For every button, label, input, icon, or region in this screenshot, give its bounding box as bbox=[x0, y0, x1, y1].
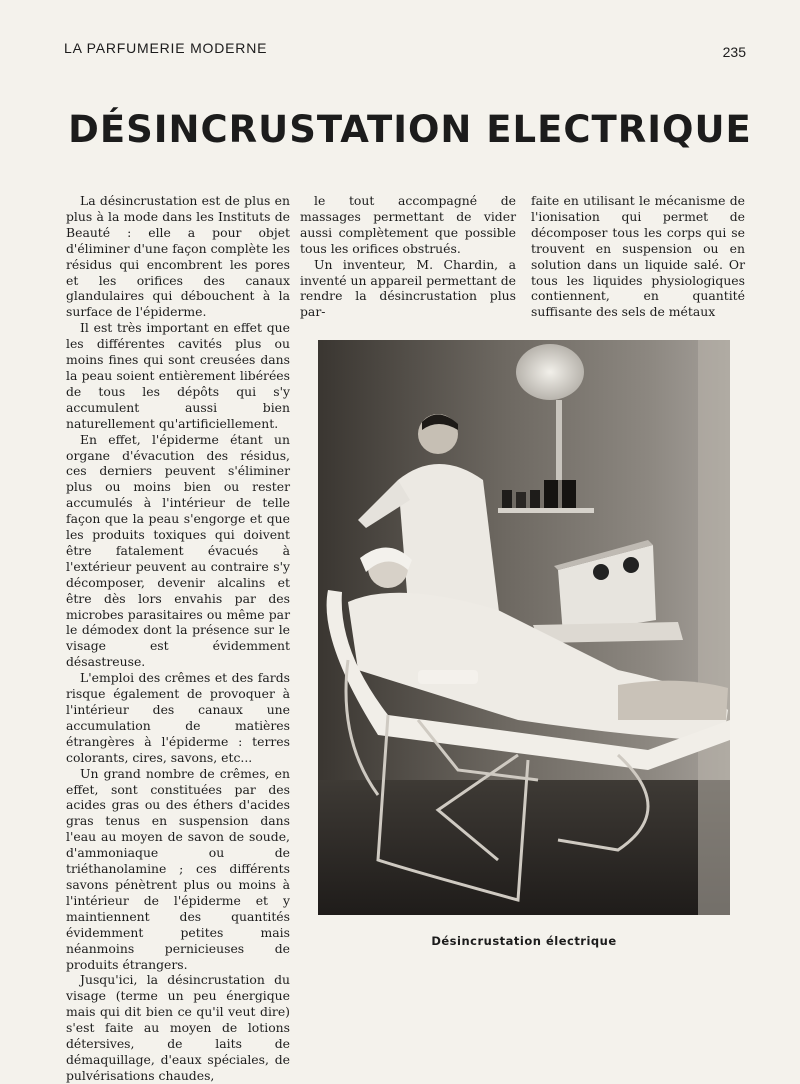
paragraph: Jusqu'ici, la désincrustation du visage (terme un peu énergique mais qui dit bien ce qu'il veut dire) s'est faite au moyen de lotions détersives, de laits de démaquillage, d'eaux spéciales, de pulvérisations chaudes, bbox=[66, 972, 290, 1083]
photo-caption: Désincrustation électrique bbox=[431, 934, 617, 948]
article-title: DÉSINCRUSTATION ELECTRIQUE bbox=[68, 108, 752, 151]
paragraph: L'emploi des crêmes et des fards risque également de provoquer à l'intérieur des canaux une accumulation de matières étrangères à l'épiderme : terres colorants, cires, savons, etc... bbox=[66, 670, 290, 765]
text-column-1 bbox=[66, 193, 290, 1084]
page-number: 235 bbox=[722, 44, 746, 60]
paragraph: Il est très important en effet que les différentes cavités plus ou moins fines qui sont creusées dans la peau soient entièrement libérées de tous les dépôts qui s'y accumulent aussi bien naturellement qu'artificiellement. bbox=[66, 320, 290, 431]
article-photograph bbox=[318, 340, 730, 915]
photo-illustration bbox=[318, 340, 730, 915]
running-head: LA PARFUMERIE MODERNE bbox=[64, 40, 268, 56]
paragraph: Un inventeur, M. Chardin, a inventé un appareil permettant de rendre la désincrustation plus par- bbox=[300, 256, 516, 320]
paragraph: Un grand nombre de crêmes, en effet, sont constituées par des acides gras ou des éthers d'acides gras tenus en suspension dans l'eau au moyen de savon de soude, d'ammoniaque ou de triéthanolamine ; ces différents savons pénètrent plus ou moins à l'intérieur de l'épiderme et y maintiennent des quantités évidemment petites mais néanmoins pernicieuses de produits étrangers. bbox=[66, 765, 290, 972]
text-column-2 bbox=[300, 193, 516, 320]
paragraph: En effet, l'épiderme étant un organe d'évacution des résidus, ces derniers peuvent s'éliminer plus ou moins bien ou rester accumulés à l'intérieur de telle façon que la peau s'engorge et que les produits toxiques qui doivent être fatalement évacués à l'extérieur peuvent au contraire s'y décomposer, devenir alcalins et être dès lors envahis par des microbes parasitaires ou même par le démodex dont la présence sur le visage est évidemment désastreuse. bbox=[66, 431, 290, 670]
paragraph: le tout accompagné de massages permettant de vider aussi complètement que possible tous les orifices obstrués. bbox=[300, 193, 516, 256]
paragraph: faite en utilisant le mécanisme de l'ionisation qui permet de décomposer tous les corps qui se trouvent en suspension ou en solution dans un liquide salé. Or tous les liquides physiologiques contiennent, en quantité suffisante des sels de métaux bbox=[531, 193, 745, 320]
paragraph: La désincrustation est de plus en plus à la mode dans les Instituts de Beauté : elle a pour objet d'éliminer d'une façon complète les résidus qui encombrent les pores et les orifices des canaux glandulaires qui débouchent à la surface de l'épiderme. bbox=[66, 193, 290, 320]
text-column-3 bbox=[531, 193, 745, 320]
